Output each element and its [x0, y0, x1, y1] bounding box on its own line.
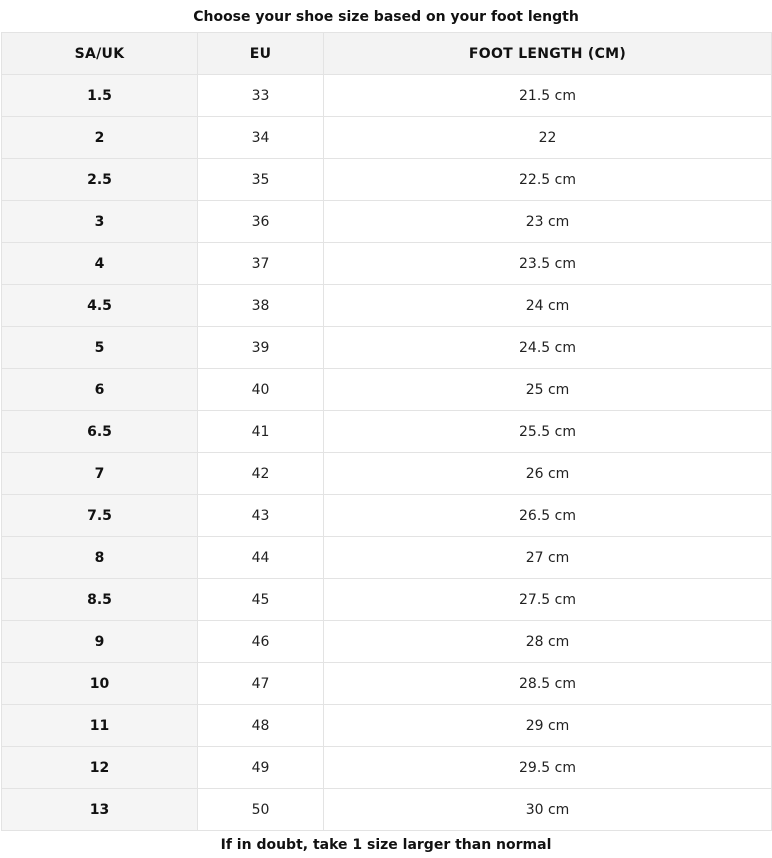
table-row [2, 537, 772, 579]
cell-sa-uk: 7 [2, 453, 198, 495]
cell-eu: 33 [198, 75, 324, 117]
cell-foot-length: 27 cm [324, 537, 772, 579]
cell-sa-uk: 4 [2, 243, 198, 285]
table-row [2, 369, 772, 411]
cell-foot-length: 25 cm [324, 369, 772, 411]
cell-sa-uk: 10 [2, 663, 198, 705]
table-row [2, 495, 772, 537]
table-row [2, 747, 772, 789]
cell-sa-uk: 12 [2, 747, 198, 789]
table-row [2, 705, 772, 747]
cell-eu: 37 [198, 243, 324, 285]
cell-sa-uk: 6 [2, 369, 198, 411]
table-row [2, 159, 772, 201]
cell-foot-length: 24.5 cm [324, 327, 772, 369]
cell-foot-length: 21.5 cm [324, 75, 772, 117]
cell-eu: 47 [198, 663, 324, 705]
header-eu: EU [198, 33, 324, 75]
cell-eu: 39 [198, 327, 324, 369]
cell-foot-length: 25.5 cm [324, 411, 772, 453]
cell-sa-uk: 11 [2, 705, 198, 747]
cell-foot-length: 28 cm [324, 621, 772, 663]
table-row [2, 663, 772, 705]
header-foot-length: FOOT LENGTH (CM) [324, 33, 772, 75]
table-row [2, 327, 772, 369]
cell-eu: 46 [198, 621, 324, 663]
cell-sa-uk: 1.5 [2, 75, 198, 117]
cell-sa-uk: 8 [2, 537, 198, 579]
cell-sa-uk: 8.5 [2, 579, 198, 621]
cell-eu: 34 [198, 117, 324, 159]
cell-sa-uk: 13 [2, 789, 198, 831]
cell-eu: 38 [198, 285, 324, 327]
cell-foot-length: 26 cm [324, 453, 772, 495]
cell-sa-uk: 2.5 [2, 159, 198, 201]
cell-eu: 48 [198, 705, 324, 747]
cell-sa-uk: 6.5 [2, 411, 198, 453]
page-title: Choose your shoe size based on your foot length [193, 9, 579, 25]
cell-eu: 41 [198, 411, 324, 453]
table-row [2, 411, 772, 453]
cell-foot-length: 27.5 cm [324, 579, 772, 621]
cell-foot-length: 26.5 cm [324, 495, 772, 537]
cell-sa-uk: 2 [2, 117, 198, 159]
cell-foot-length: 29 cm [324, 705, 772, 747]
table-row [2, 201, 772, 243]
cell-eu: 45 [198, 579, 324, 621]
table-row [2, 243, 772, 285]
table-row [2, 117, 772, 159]
table-row [2, 789, 772, 831]
header-sa-uk: SA/UK [2, 33, 198, 75]
cell-eu: 50 [198, 789, 324, 831]
table-row [2, 285, 772, 327]
size-table [1, 32, 772, 831]
cell-foot-length: 24 cm [324, 285, 772, 327]
cell-eu: 36 [198, 201, 324, 243]
cell-eu: 40 [198, 369, 324, 411]
cell-eu: 43 [198, 495, 324, 537]
table-row [2, 453, 772, 495]
cell-foot-length: 22.5 cm [324, 159, 772, 201]
cell-eu: 42 [198, 453, 324, 495]
table-body [2, 75, 772, 831]
table-row [2, 75, 772, 117]
cell-sa-uk: 5 [2, 327, 198, 369]
table-header-row [2, 33, 772, 75]
cell-foot-length: 30 cm [324, 789, 772, 831]
cell-foot-length: 28.5 cm [324, 663, 772, 705]
cell-foot-length: 23.5 cm [324, 243, 772, 285]
cell-foot-length: 23 cm [324, 201, 772, 243]
cell-sa-uk: 4.5 [2, 285, 198, 327]
cell-eu: 49 [198, 747, 324, 789]
cell-sa-uk: 3 [2, 201, 198, 243]
cell-foot-length: 22 [324, 117, 772, 159]
cell-eu: 35 [198, 159, 324, 201]
table-row [2, 621, 772, 663]
table-row [2, 579, 772, 621]
footer-note: If in doubt, take 1 size larger than normal [220, 837, 552, 853]
cell-sa-uk: 7.5 [2, 495, 198, 537]
cell-sa-uk: 9 [2, 621, 198, 663]
cell-eu: 44 [198, 537, 324, 579]
cell-foot-length: 29.5 cm [324, 747, 772, 789]
